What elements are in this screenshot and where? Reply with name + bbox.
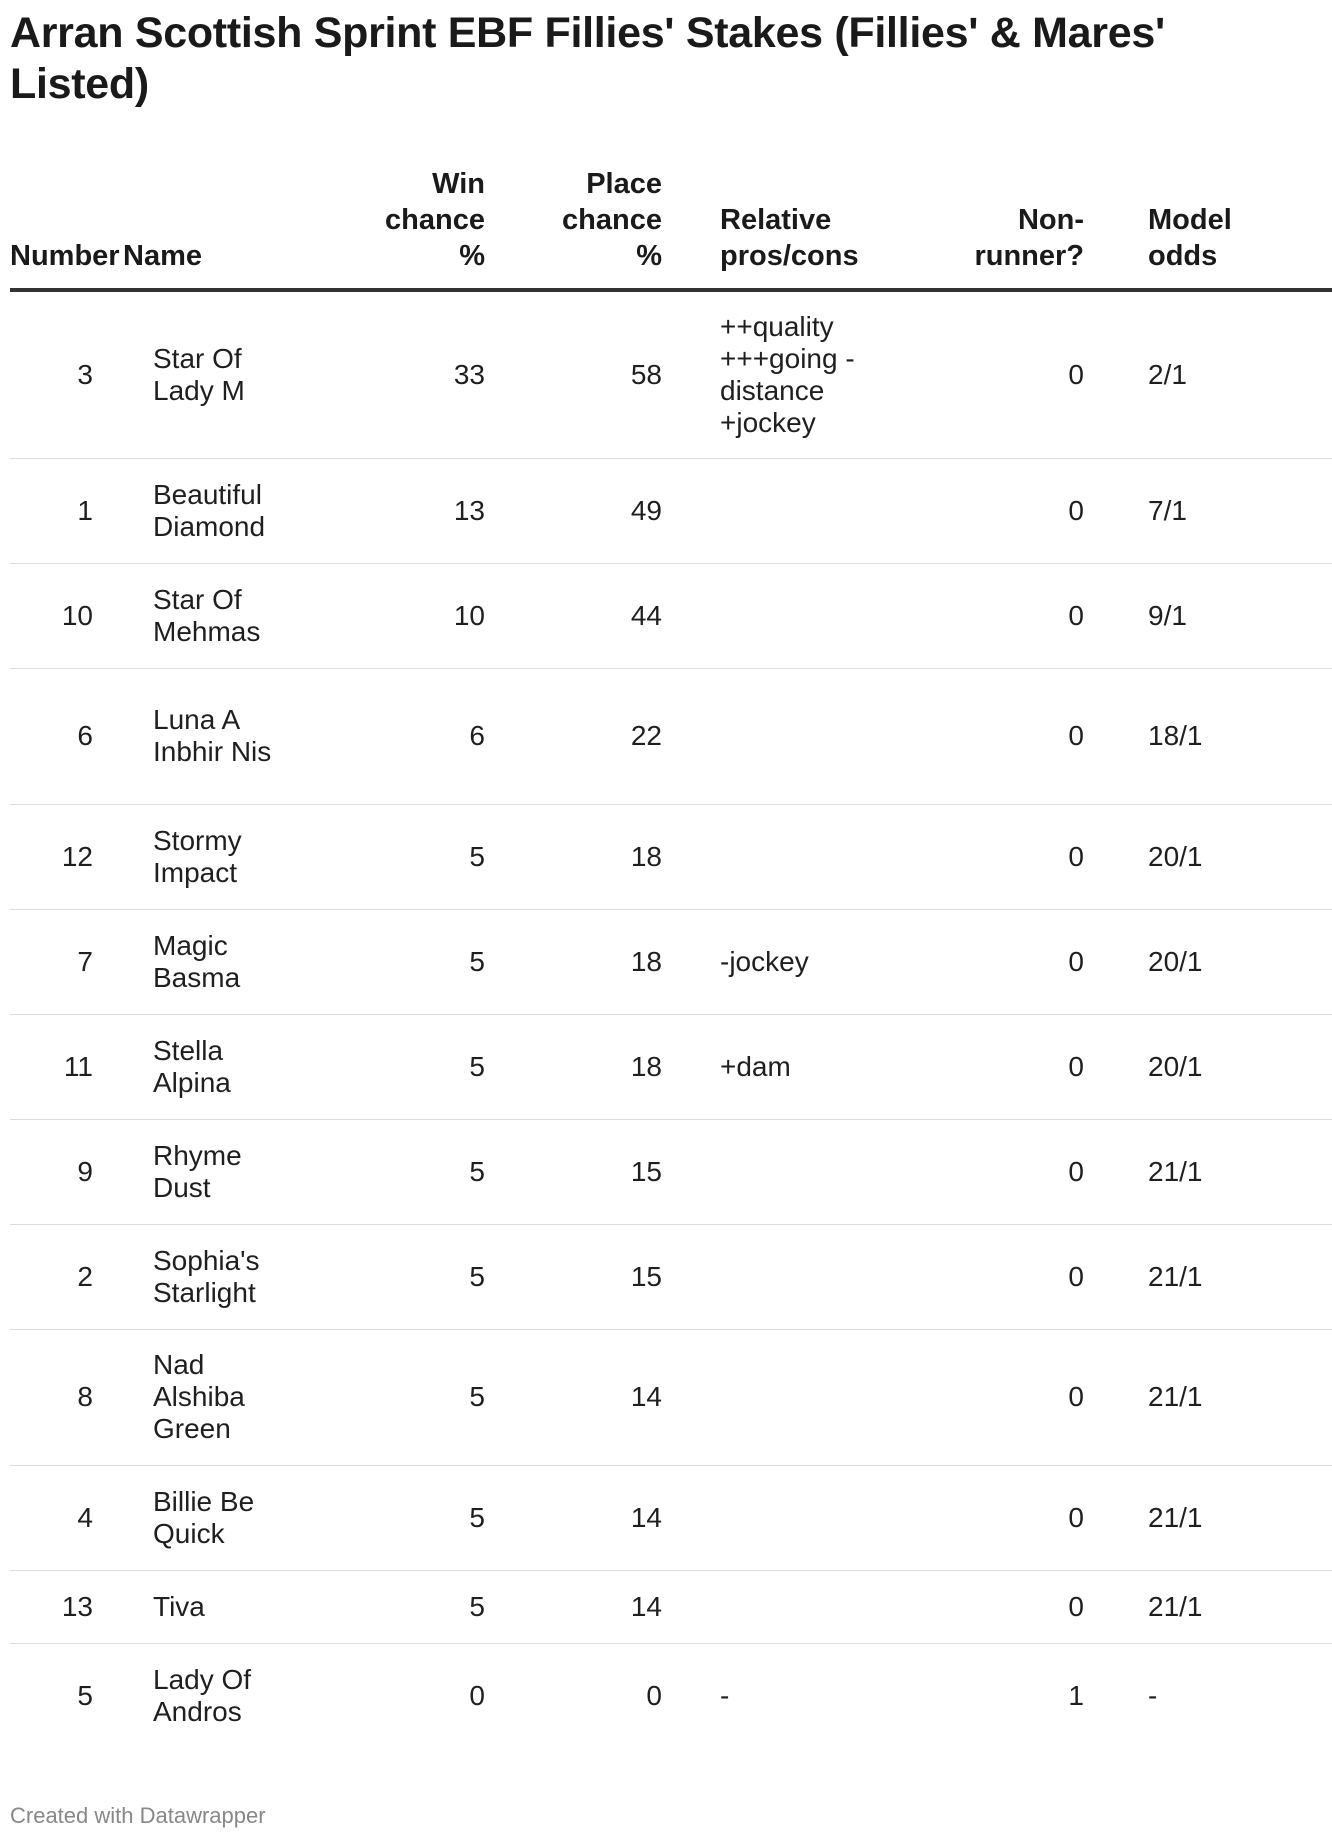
cell-win-chance: 13 [300,458,485,563]
cell-non-runner: 0 [930,290,1084,458]
cell-name: Rhyme Dust [123,1119,300,1224]
cell-number: 4 [10,1465,123,1570]
cell-model-odds: 9/1 [1084,563,1332,668]
cell-number: 11 [10,1014,123,1119]
cell-model-odds: 18/1 [1084,668,1332,804]
cell-win-chance: 33 [300,290,485,458]
table-row [10,668,1332,804]
cell-model-odds: 20/1 [1084,909,1332,1014]
header-number[interactable]: Number [10,166,123,290]
results-table [10,166,1332,1748]
cell-name: Luna A Inbhir Nis [123,668,300,804]
cell-win-chance: 5 [300,1465,485,1570]
cell-win-chance: 5 [300,1119,485,1224]
cell-number: 7 [10,909,123,1014]
cell-model-odds: 21/1 [1084,1119,1332,1224]
cell-non-runner: 0 [930,458,1084,563]
header-place-chance[interactable]: Place chance % [485,166,662,290]
header-row [10,166,1332,290]
cell-number: 13 [10,1570,123,1643]
cell-win-chance: 5 [300,1570,485,1643]
cell-pros-cons [662,668,930,804]
cell-non-runner: 0 [930,1014,1084,1119]
cell-number: 12 [10,804,123,909]
cell-pros-cons [662,1224,930,1329]
table-row [10,1014,1332,1119]
cell-non-runner: 0 [930,1329,1084,1465]
table-row [10,458,1332,563]
cell-name: Billie Be Quick [123,1465,300,1570]
header-non-runner[interactable]: Non-runner? [930,166,1084,290]
cell-win-chance: 5 [300,1329,485,1465]
footer-credit: Created with Datawrapper [10,1803,266,1828]
cell-place-chance: 44 [485,563,662,668]
cell-win-chance: 5 [300,804,485,909]
cell-place-chance: 22 [485,668,662,804]
cell-number: 2 [10,1224,123,1329]
cell-number: 9 [10,1119,123,1224]
table-row [10,1570,1332,1643]
cell-pros-cons [662,563,930,668]
table-row [10,1465,1332,1570]
cell-pros-cons [662,1119,930,1224]
cell-model-odds: - [1148,1679,1158,1711]
table-row [10,1224,1332,1329]
table-row [10,1119,1332,1224]
cell-pros-cons: ++quality +++going -distance +jockey [662,290,930,458]
cell-place-chance: 49 [485,458,662,563]
cell-name: Sophia's Starlight [123,1224,300,1329]
cell-non-runner: 0 [930,563,1084,668]
chart-title: Arran Scottish Sprint EBF Fillies' Stakes (Fillies' & Mares' Listed) [10,9,1165,108]
cell-name: Star Of Lady M [123,290,300,458]
cell-place-chance: 58 [485,290,662,458]
cell-win-chance: 10 [300,563,485,668]
cell-non-runner: 0 [930,1465,1084,1570]
cell-model-odds: 21/1 [1084,1329,1332,1465]
cell-pros-cons [662,458,930,563]
table-row [10,563,1332,668]
cell-name: Beautiful Diamond [123,458,300,563]
cell-number: 10 [10,563,123,668]
cell-win-chance: 6 [300,668,485,804]
table-row [10,290,1332,458]
table-body [10,290,1332,1748]
cell-model-odds: 20/1 [1084,804,1332,909]
cell-number: 3 [10,290,123,458]
cell-place-chance: 18 [485,804,662,909]
cell-place-chance: 14 [485,1570,662,1643]
cell-win-chance: 5 [300,909,485,1014]
header-pros-cons[interactable]: Relative pros/cons [662,166,930,290]
cell-name: Star Of Mehmas [123,563,300,668]
cell-win-chance: 5 [300,1014,485,1119]
cell-place-chance: 14 [485,1465,662,1570]
cell-model-odds: 21/1 [1084,1224,1332,1329]
cell-pros-cons [662,1570,930,1643]
cell-pros-cons: -jockey [662,909,930,1014]
table-row [10,1329,1332,1465]
cell-non-runner: 0 [930,1119,1084,1224]
cell-name: Magic Basma [123,909,300,1014]
cell-number: 8 [10,1329,123,1465]
cell-place-chance: 15 [485,1119,662,1224]
cell-pros-cons [662,804,930,909]
cell-model-odds: 7/1 [1084,458,1332,563]
cell-non-runner: 0 [930,1570,1084,1643]
cell-pros-cons: +dam [662,1014,930,1119]
header-win-chance[interactable]: Win chance % [300,166,485,290]
cell-pros-cons: - [720,1679,730,1711]
chart-container [10,0,1232,1748]
cell-non-runner: 0 [930,668,1084,804]
cell-win-chance: 5 [300,1224,485,1329]
cell-non-runner: 0 [930,909,1084,1014]
cell-name: Stella Alpina [123,1014,300,1119]
cell-non-runner: 1 [1068,1679,1084,1711]
cell-number: 1 [10,458,123,563]
header-name[interactable]: Name [123,166,300,290]
cell-model-odds: 2/1 [1084,290,1332,458]
table-row [10,909,1332,1014]
cell-non-runner: 0 [930,1224,1084,1329]
cell-name: Lady Of Andros [153,1663,252,1727]
cell-name: Stormy Impact [123,804,300,909]
cell-model-odds: 20/1 [1084,1014,1332,1119]
header-model-odds[interactable]: Model odds [1084,166,1332,290]
cell-pros-cons [662,1329,930,1465]
cell-place-chance: 14 [485,1329,662,1465]
table-row [10,804,1332,909]
cell-win-chance: 0 [469,1679,485,1711]
cell-place-chance: 18 [485,1014,662,1119]
cell-place-chance: 0 [646,1679,662,1711]
cell-number: 5 [77,1679,93,1711]
cell-place-chance: 18 [485,909,662,1014]
cell-model-odds: 21/1 [1084,1570,1332,1643]
cell-pros-cons [662,1465,930,1570]
cell-name: Tiva [123,1570,300,1643]
cell-number: 6 [10,668,123,804]
cell-name: Nad Alshiba Green [123,1329,300,1465]
cell-non-runner: 0 [930,804,1084,909]
table-row [10,1643,1332,1748]
cell-place-chance: 15 [485,1224,662,1329]
cell-model-odds: 21/1 [1084,1465,1332,1570]
